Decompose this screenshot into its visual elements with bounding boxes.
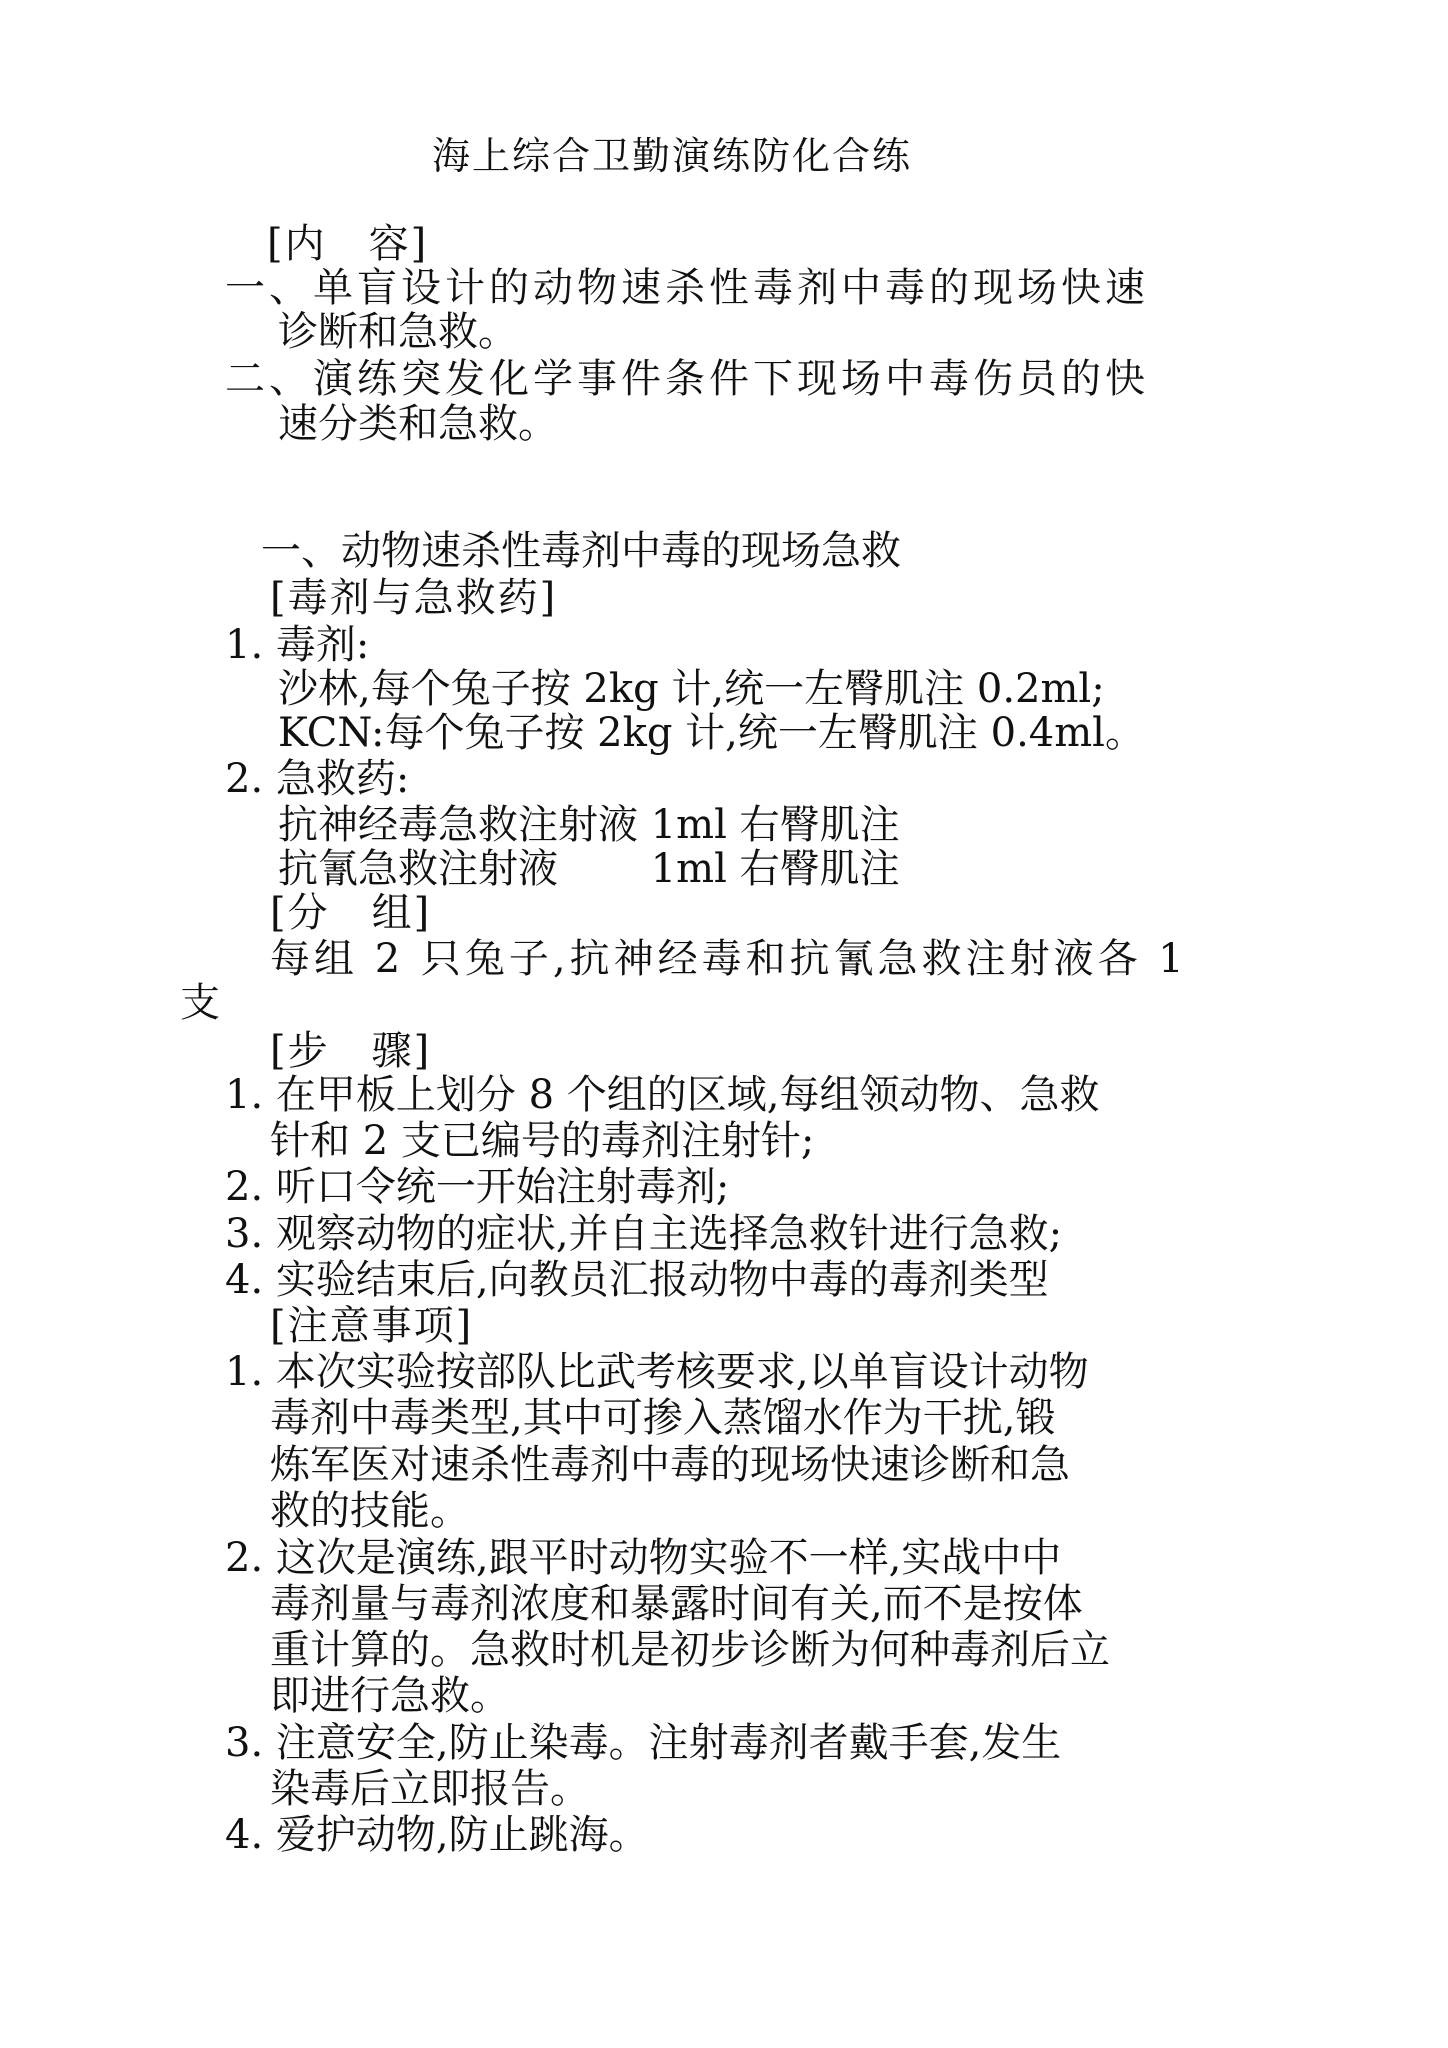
contents-line: 速分类和急救。 xyxy=(278,401,558,447)
note-item: 3. 注意安全,防止染毒。注射毒剂者戴手套,发生 xyxy=(225,1720,1062,1766)
document-title: 海上综合卫勤演练防化合练 xyxy=(432,134,913,178)
note-item: 炼军医对速杀性毒剂中毒的现场快速诊断和急 xyxy=(270,1442,1070,1488)
note-item: 毒剂量与毒剂浓度和暴露时间有关,而不是按体 xyxy=(270,1581,1083,1627)
note-item: 重计算的。急救时机是初步诊断为何种毒剂后立 xyxy=(270,1627,1110,1673)
note-item: 救的技能。 xyxy=(270,1488,470,1534)
step-item: 针和 2 支已编号的毒剂注射针; xyxy=(270,1118,815,1164)
agents-item-label: 1. 毒剂: xyxy=(225,622,370,668)
note-item: 2. 这次是演练,跟平时动物实验不一样,实战中中 xyxy=(225,1535,1062,1581)
step-item: 4. 实验结束后,向教员汇报动物中毒的毒剂类型 xyxy=(225,1257,1049,1303)
step-item: 2. 听口令统一开始注射毒剂; xyxy=(225,1164,730,1210)
agents-item-detail: KCN:每个兔子按 2kg 计,统一左臀肌注 0.4ml。 xyxy=(278,710,1145,756)
step-item: 1. 在甲板上划分 8 个组的区域,每组领动物、急救 xyxy=(225,1072,1100,1118)
grouping-line: 每组 2 只兔子,抗神经毒和抗氰急救注射液各 1 xyxy=(270,936,1188,982)
agents-item-detail: 抗氰急救注射液 1ml 右臀肌注 xyxy=(278,846,900,892)
grouping-line: 支 xyxy=(180,980,220,1026)
agents-item-label: 2. 急救药: xyxy=(225,756,410,802)
section-heading: 一、动物速杀性毒剂中毒的现场急救 xyxy=(261,528,901,574)
note-item: 1. 本次实验按部队比武考核要求,以单盲设计动物 xyxy=(225,1349,1089,1395)
note-item: 即进行急救。 xyxy=(270,1673,510,1719)
note-item: 染毒后立即报告。 xyxy=(270,1766,590,1812)
grouping-header: [分 组] xyxy=(270,890,432,936)
contents-line: 诊断和急救。 xyxy=(278,309,518,355)
agents-item-detail: 抗神经毒急救注射液 1ml 右臀肌注 xyxy=(278,802,900,848)
contents-header: [内 容] xyxy=(267,221,429,267)
note-item: 毒剂中毒类型,其中可掺入蒸馏水作为干扰,锻 xyxy=(270,1395,1056,1441)
contents-line: 二、演练突发化学事件条件下现场中毒伤员的快 xyxy=(225,356,1149,402)
agents-item-detail: 沙林,每个兔子按 2kg 计,统一左臀肌注 0.2ml; xyxy=(278,666,1105,712)
notes-header: [注意事项] xyxy=(270,1303,474,1349)
step-item: 3. 观察动物的症状,并自主选择急救针进行急救; xyxy=(225,1211,1063,1257)
note-item: 4. 爱护动物,防止跳海。 xyxy=(225,1812,649,1858)
contents-line: 一、单盲设计的动物速杀性毒剂中毒的现场快速 xyxy=(225,265,1149,311)
agents-header: [毒剂与急救药] xyxy=(270,575,558,621)
steps-header: [步 骤] xyxy=(270,1028,432,1074)
